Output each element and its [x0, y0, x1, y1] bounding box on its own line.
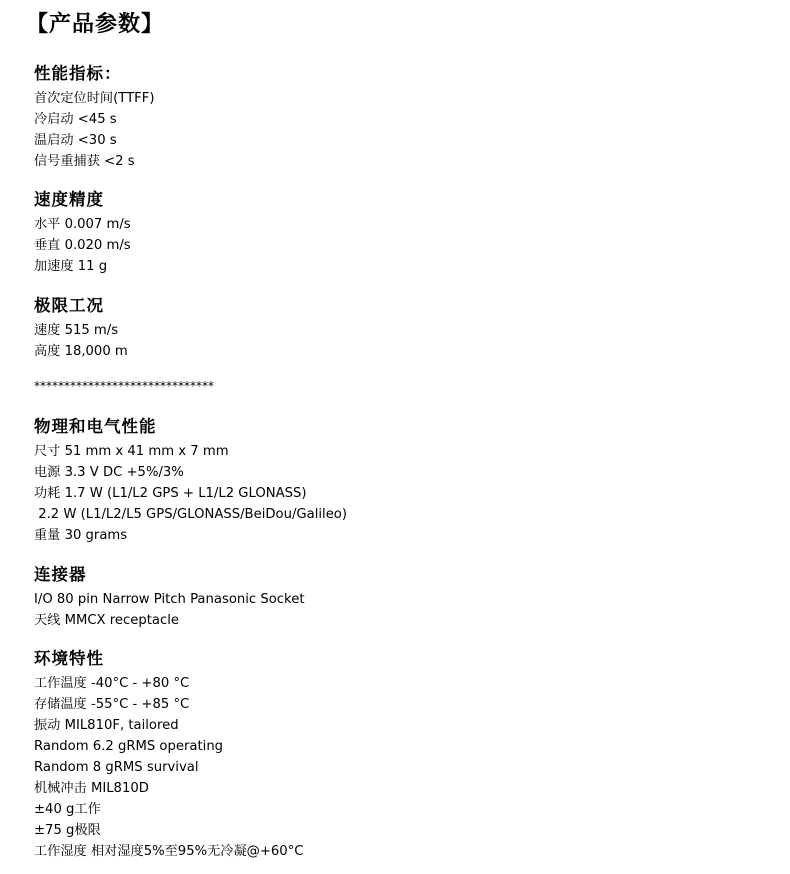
spec-line: 高度 18,000 m — [34, 344, 128, 359]
section-connectors — [34, 563, 305, 631]
spec-line: Random 8 gRMS survival — [34, 760, 199, 775]
spec-line: 存储温度 -55°C - +85 °C — [34, 697, 190, 712]
page-title: 【产品参数】 — [26, 11, 165, 37]
spec-line: 功耗 1.7 W (L1/L2 GPS + L1/L2 GLONASS) — [34, 486, 307, 501]
section-velocity-accuracy — [34, 188, 131, 277]
spec-line: 工作湿度 相对湿度5%至95%无冷凝@+60°C — [34, 844, 304, 859]
section-performance — [34, 62, 154, 172]
section-heading: 环境特性 — [34, 649, 104, 668]
section-heading: 性能指标： — [34, 64, 122, 83]
spec-line: 重量 30 grams — [34, 528, 128, 543]
separator-line: ****************************** — [34, 379, 214, 393]
spec-line: 温启动 <30 s — [34, 133, 117, 148]
spec-line: 尺寸 51 mm x 41 mm x 7 mm — [34, 444, 229, 459]
spec-line: 电源 3.3 V DC +5%/3% — [34, 465, 184, 480]
spec-line: ±40 g工作 — [34, 802, 101, 817]
spec-line: 垂直 0.020 m/s — [34, 238, 131, 253]
spec-line: 冷启动 <45 s — [34, 112, 117, 127]
spec-line: 首次定位时间(TTFF) — [34, 91, 155, 106]
spec-line: Random 6.2 gRMS operating — [34, 739, 224, 754]
spec-line: 工作温度 -40°C - +80 °C — [34, 676, 190, 691]
section-heading: 极限工况 — [34, 296, 104, 315]
spec-line: 天线 MMCX receptacle — [34, 613, 180, 628]
spec-line: 水平 0.007 m/s — [34, 217, 131, 232]
section-limits — [34, 294, 128, 362]
spec-line: 速度 515 m/s — [34, 323, 119, 338]
spec-line: 信号重捕获 <2 s — [34, 154, 135, 169]
section-environment — [34, 647, 304, 862]
section-heading: 速度精度 — [34, 190, 104, 209]
spec-line: ±75 g极限 — [34, 823, 101, 838]
section-heading: 连接器 — [34, 565, 87, 584]
spec-line: 机械冲击 MIL810D — [34, 781, 149, 796]
section-heading: 物理和电气性能 — [34, 417, 157, 436]
spec-line: I/O 80 pin Narrow Pitch Panasonic Socket — [34, 592, 305, 607]
section-physical-electrical — [34, 415, 347, 546]
spec-line: 2.2 W (L1/L2/L5 GPS/GLONASS/BeiDou/Galileo) — [34, 507, 348, 522]
spec-line: 振动 MIL810F, tailored — [34, 718, 179, 733]
spec-line: 加速度 11 g — [34, 259, 108, 274]
